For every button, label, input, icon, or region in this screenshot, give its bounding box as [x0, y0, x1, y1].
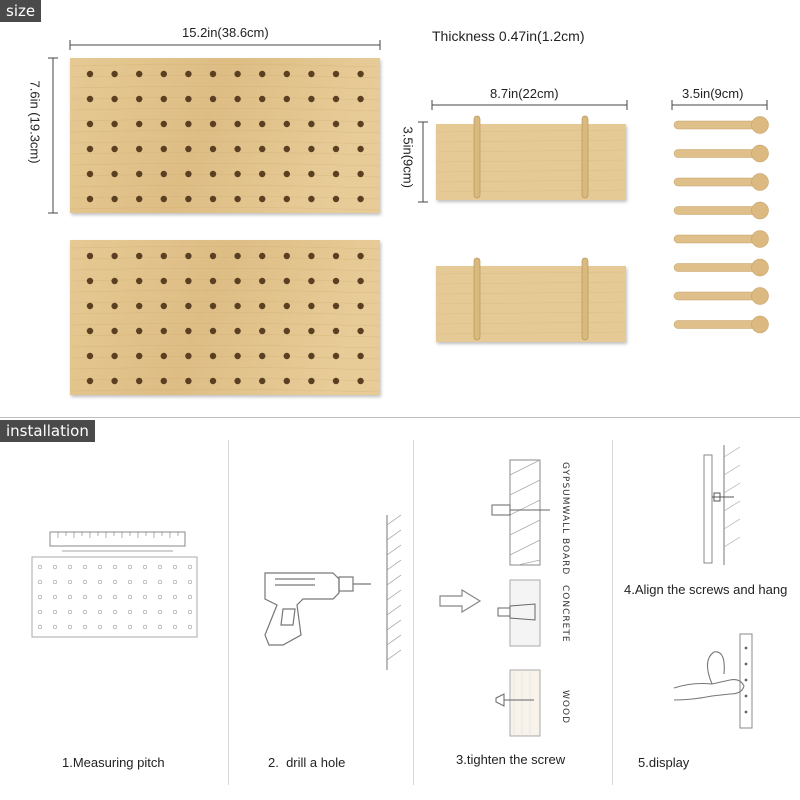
peg-hole [185, 146, 191, 152]
peg-hole [210, 171, 216, 177]
peg-shaft [674, 121, 756, 129]
peg-head [752, 145, 769, 162]
peg-hole [259, 71, 265, 77]
shelf-top-graphic [436, 116, 626, 196]
peg-hole [357, 71, 363, 77]
peg-shaft [674, 150, 756, 158]
pegboard-top [70, 58, 380, 213]
peg-hole [161, 196, 167, 202]
peg-hole [333, 278, 339, 284]
peg-hole [284, 378, 290, 384]
step-4-label: 4.Align the screws and hang [624, 582, 788, 597]
arrow-right-icon [438, 588, 482, 614]
peg-hole [308, 171, 314, 177]
step-1-label: 1.Measuring pitch [62, 755, 165, 770]
peg-hole [333, 121, 339, 127]
peg-hole [136, 378, 142, 384]
peg-hole [111, 253, 117, 259]
peg-hole [308, 121, 314, 127]
peg-hole [259, 278, 265, 284]
board-hole [113, 565, 117, 569]
shelf-rail [474, 116, 480, 198]
peg-hole [111, 146, 117, 152]
peg-hole [210, 253, 216, 259]
shelf-height-line [418, 122, 428, 202]
board-hole [158, 580, 162, 584]
board-hole [143, 625, 147, 629]
peg-hole [284, 146, 290, 152]
peg-hole [210, 96, 216, 102]
peg-length-label: 3.5in(9cm) [682, 86, 744, 101]
peg-hole [284, 96, 290, 102]
hand-icon [672, 630, 782, 730]
board-hole [98, 625, 102, 629]
peg-hole [136, 303, 142, 309]
peg-hole [185, 171, 191, 177]
board-hole [143, 580, 147, 584]
peg-hole [308, 328, 314, 334]
peg-hole [87, 171, 93, 177]
peg-hole [161, 378, 167, 384]
peg-head [752, 174, 769, 191]
peg-hole [87, 146, 93, 152]
board-hole [173, 580, 177, 584]
board-hole [188, 595, 192, 599]
board-hole [188, 565, 192, 569]
measuring-board-icon [30, 555, 200, 640]
peg-hole [161, 171, 167, 177]
board-hole [68, 610, 72, 614]
peg-head [752, 259, 769, 276]
peg-hole [357, 378, 363, 384]
board-hole [128, 625, 132, 629]
pegboard-bottom-holes [70, 240, 380, 395]
peg-hole [161, 353, 167, 359]
peg-hole [210, 278, 216, 284]
peg-hole [210, 353, 216, 359]
peg-hole [111, 171, 117, 177]
peg-hole [308, 353, 314, 359]
peg-hole [357, 96, 363, 102]
peg-hole [308, 96, 314, 102]
peg-shaft [674, 292, 756, 300]
peg-hole [308, 146, 314, 152]
peg-hole [185, 328, 191, 334]
peg-hole [259, 96, 265, 102]
board-hole [53, 595, 57, 599]
peg-hole [333, 71, 339, 77]
peg-hole [185, 96, 191, 102]
board-hole [143, 595, 147, 599]
board-hole [143, 610, 147, 614]
peg-hole [136, 278, 142, 284]
peg-hole [357, 253, 363, 259]
peg-length-line [672, 100, 767, 110]
board-width-label: 15.2in(38.6cm) [182, 25, 269, 40]
drill-icon [255, 565, 375, 650]
pegboard-top-holes [70, 58, 380, 213]
peg-hole [234, 278, 240, 284]
peg-hole [357, 196, 363, 202]
wood-icon [490, 668, 560, 738]
board-hole [143, 565, 147, 569]
board-hole [53, 610, 57, 614]
shelf-rail [582, 258, 588, 340]
peg-hole [210, 71, 216, 77]
peg-hole [259, 378, 265, 384]
pegboard-bottom [70, 240, 380, 395]
peg-hole [161, 96, 167, 102]
board-hole [38, 595, 42, 599]
peg-hole [111, 278, 117, 284]
size-tag: size [0, 0, 41, 22]
peg-hole [259, 171, 265, 177]
peg-hole [259, 328, 265, 334]
peg-hole [111, 378, 117, 384]
board-hole [113, 580, 117, 584]
peg-hole [210, 378, 216, 384]
board-hole [188, 625, 192, 629]
peg-shaft [674, 321, 756, 329]
peg-hole [136, 96, 142, 102]
peg-hole [284, 253, 290, 259]
shelf-surface [436, 266, 626, 342]
peg-hole [136, 328, 142, 334]
peg-hole [87, 71, 93, 77]
board-hole [68, 625, 72, 629]
board-hole [98, 565, 102, 569]
peg-hole [284, 328, 290, 334]
peg-hole [210, 196, 216, 202]
peg-hole [234, 303, 240, 309]
board-hole [83, 625, 87, 629]
peg-hole [284, 303, 290, 309]
board-hole [83, 565, 87, 569]
peg-hole [234, 378, 240, 384]
step-2-label: 2. drill a hole [268, 755, 346, 770]
peg-hole [111, 121, 117, 127]
peg-hole [259, 303, 265, 309]
wall-icon [385, 515, 405, 670]
board-hole [128, 580, 132, 584]
material-concrete-label: CONCRETE [560, 585, 570, 643]
concrete-icon [490, 578, 560, 648]
peg-hole [333, 253, 339, 259]
material-wood-label: WOOD [560, 690, 570, 724]
peg-hole [259, 253, 265, 259]
shelf-surface [436, 124, 626, 200]
shelf-width-label: 8.7in(22cm) [490, 86, 559, 101]
board-hole [128, 595, 132, 599]
peg-hole [333, 96, 339, 102]
peg-hole [111, 303, 117, 309]
peg-hole [357, 278, 363, 284]
peg-hole [185, 353, 191, 359]
peg-hole [161, 121, 167, 127]
peg-hole [308, 278, 314, 284]
ruler-icon [50, 530, 185, 552]
board-width-line [70, 40, 380, 50]
peg-hole [308, 71, 314, 77]
peg-hole [87, 253, 93, 259]
peg-hole [185, 378, 191, 384]
step-3-label: 3.tighten the screw [456, 752, 566, 767]
board-hole [188, 580, 192, 584]
board-hole [158, 595, 162, 599]
peg-hole [210, 146, 216, 152]
step-5-label: 5.display [638, 755, 690, 770]
board-hole [113, 625, 117, 629]
peg-hole [357, 121, 363, 127]
board-hole [53, 625, 57, 629]
board-hole [128, 610, 132, 614]
peg-hole [161, 253, 167, 259]
peg-hole [259, 353, 265, 359]
peg-shaft [674, 235, 756, 243]
peg-hole [234, 196, 240, 202]
board-hole [38, 625, 42, 629]
board-hole [38, 610, 42, 614]
board-hole [173, 595, 177, 599]
board-hole [158, 625, 162, 629]
board-hole [173, 610, 177, 614]
board-hole [128, 565, 132, 569]
peg-hole [111, 196, 117, 202]
peg-shaft [674, 178, 756, 186]
peg-hole [333, 171, 339, 177]
peg-hole [284, 196, 290, 202]
peg-hole [308, 253, 314, 259]
peg-head [752, 316, 769, 333]
peg-hole [333, 328, 339, 334]
peg-head [752, 202, 769, 219]
board-hole [98, 610, 102, 614]
peg-head [752, 231, 769, 248]
pegs-group [670, 110, 780, 350]
board-hole [173, 625, 177, 629]
peg-hole [284, 353, 290, 359]
shelf-bottom-graphic [436, 258, 626, 338]
peg-hole [284, 171, 290, 177]
peg-hole [136, 171, 142, 177]
peg-head [752, 288, 769, 305]
section-divider [0, 417, 800, 418]
peg-hole [333, 378, 339, 384]
hang-wall-icon [700, 445, 745, 565]
peg-hole [210, 121, 216, 127]
installation-tag: installation [0, 420, 95, 442]
peg-hole [185, 303, 191, 309]
peg-hole [161, 303, 167, 309]
peg-hole [308, 378, 314, 384]
peg-hole [210, 328, 216, 334]
board-hole [53, 565, 57, 569]
peg-hole [259, 121, 265, 127]
gypsum-wall-icon [490, 460, 560, 565]
peg-hole [333, 303, 339, 309]
material-gypsum-label: GYPSUMWALL BOARD [560, 462, 570, 576]
peg-hole [111, 353, 117, 359]
peg-hole [111, 71, 117, 77]
board-hole [53, 580, 57, 584]
peg-hole [185, 71, 191, 77]
shelf-width-line [432, 100, 627, 110]
peg-hole [87, 121, 93, 127]
board-hole [158, 565, 162, 569]
board-hole [38, 565, 42, 569]
peg-hole [234, 146, 240, 152]
peg-hole [284, 121, 290, 127]
peg-hole [284, 278, 290, 284]
board-height-line [48, 58, 58, 213]
peg-hole [234, 96, 240, 102]
board-hole [83, 580, 87, 584]
board-hole [173, 565, 177, 569]
peg-hole [87, 278, 93, 284]
peg-hole [87, 196, 93, 202]
peg-hole [185, 196, 191, 202]
shelf-rail [582, 116, 588, 198]
peg-hole [308, 303, 314, 309]
peg-hole [185, 278, 191, 284]
peg-shaft [674, 207, 756, 215]
shelf-bottom [436, 266, 626, 342]
board-surface [70, 58, 380, 213]
panel-divider-2 [413, 440, 414, 785]
peg-hole [87, 353, 93, 359]
peg-hole [234, 171, 240, 177]
peg-hole [87, 378, 93, 384]
peg-hole [87, 328, 93, 334]
board-hole [188, 610, 192, 614]
peg-hole [357, 303, 363, 309]
peg-hole [357, 353, 363, 359]
shelf-rail [474, 258, 480, 340]
peg-hole [259, 196, 265, 202]
peg-hole [210, 303, 216, 309]
peg-hole [357, 146, 363, 152]
peg-hole [234, 353, 240, 359]
peg-shaft [674, 264, 756, 272]
shelf-height-label: 3.5in(9cm) [400, 126, 416, 188]
peg-hole [333, 196, 339, 202]
peg-hole [136, 253, 142, 259]
peg-hole [333, 353, 339, 359]
peg-head [752, 117, 769, 134]
thickness-label: Thickness 0.47in(1.2cm) [432, 28, 585, 44]
peg-hole [357, 328, 363, 334]
panel-divider-3 [612, 440, 613, 785]
peg-hole [161, 328, 167, 334]
peg-hole [185, 121, 191, 127]
peg-hole [161, 146, 167, 152]
board-hole [113, 610, 117, 614]
peg-hole [259, 146, 265, 152]
peg-hole [111, 96, 117, 102]
board-surface [70, 240, 380, 395]
board-hole [68, 565, 72, 569]
peg-hole [136, 196, 142, 202]
board-hole [38, 580, 42, 584]
panel-divider-1 [228, 440, 229, 785]
peg-hole [111, 328, 117, 334]
peg-hole [87, 96, 93, 102]
peg-hole [185, 253, 191, 259]
peg-hole [136, 353, 142, 359]
board-hole [83, 595, 87, 599]
peg-hole [161, 71, 167, 77]
peg-hole [136, 146, 142, 152]
peg-hole [234, 253, 240, 259]
peg-hole [161, 278, 167, 284]
peg-hole [234, 328, 240, 334]
board-hole [158, 610, 162, 614]
board-hole [98, 595, 102, 599]
board-hole [68, 595, 72, 599]
peg-hole [234, 71, 240, 77]
board-hole [113, 595, 117, 599]
board-hole [83, 610, 87, 614]
peg-hole [284, 71, 290, 77]
peg-hole [308, 196, 314, 202]
peg-hole [234, 121, 240, 127]
peg-hole [136, 71, 142, 77]
peg-hole [357, 171, 363, 177]
shelf-top [436, 124, 626, 200]
board-hole [98, 580, 102, 584]
board-hole [68, 580, 72, 584]
peg-hole [333, 146, 339, 152]
peg-hole [87, 303, 93, 309]
peg-hole [136, 121, 142, 127]
board-height-label: 7.6in (19.3cm) [27, 80, 43, 164]
